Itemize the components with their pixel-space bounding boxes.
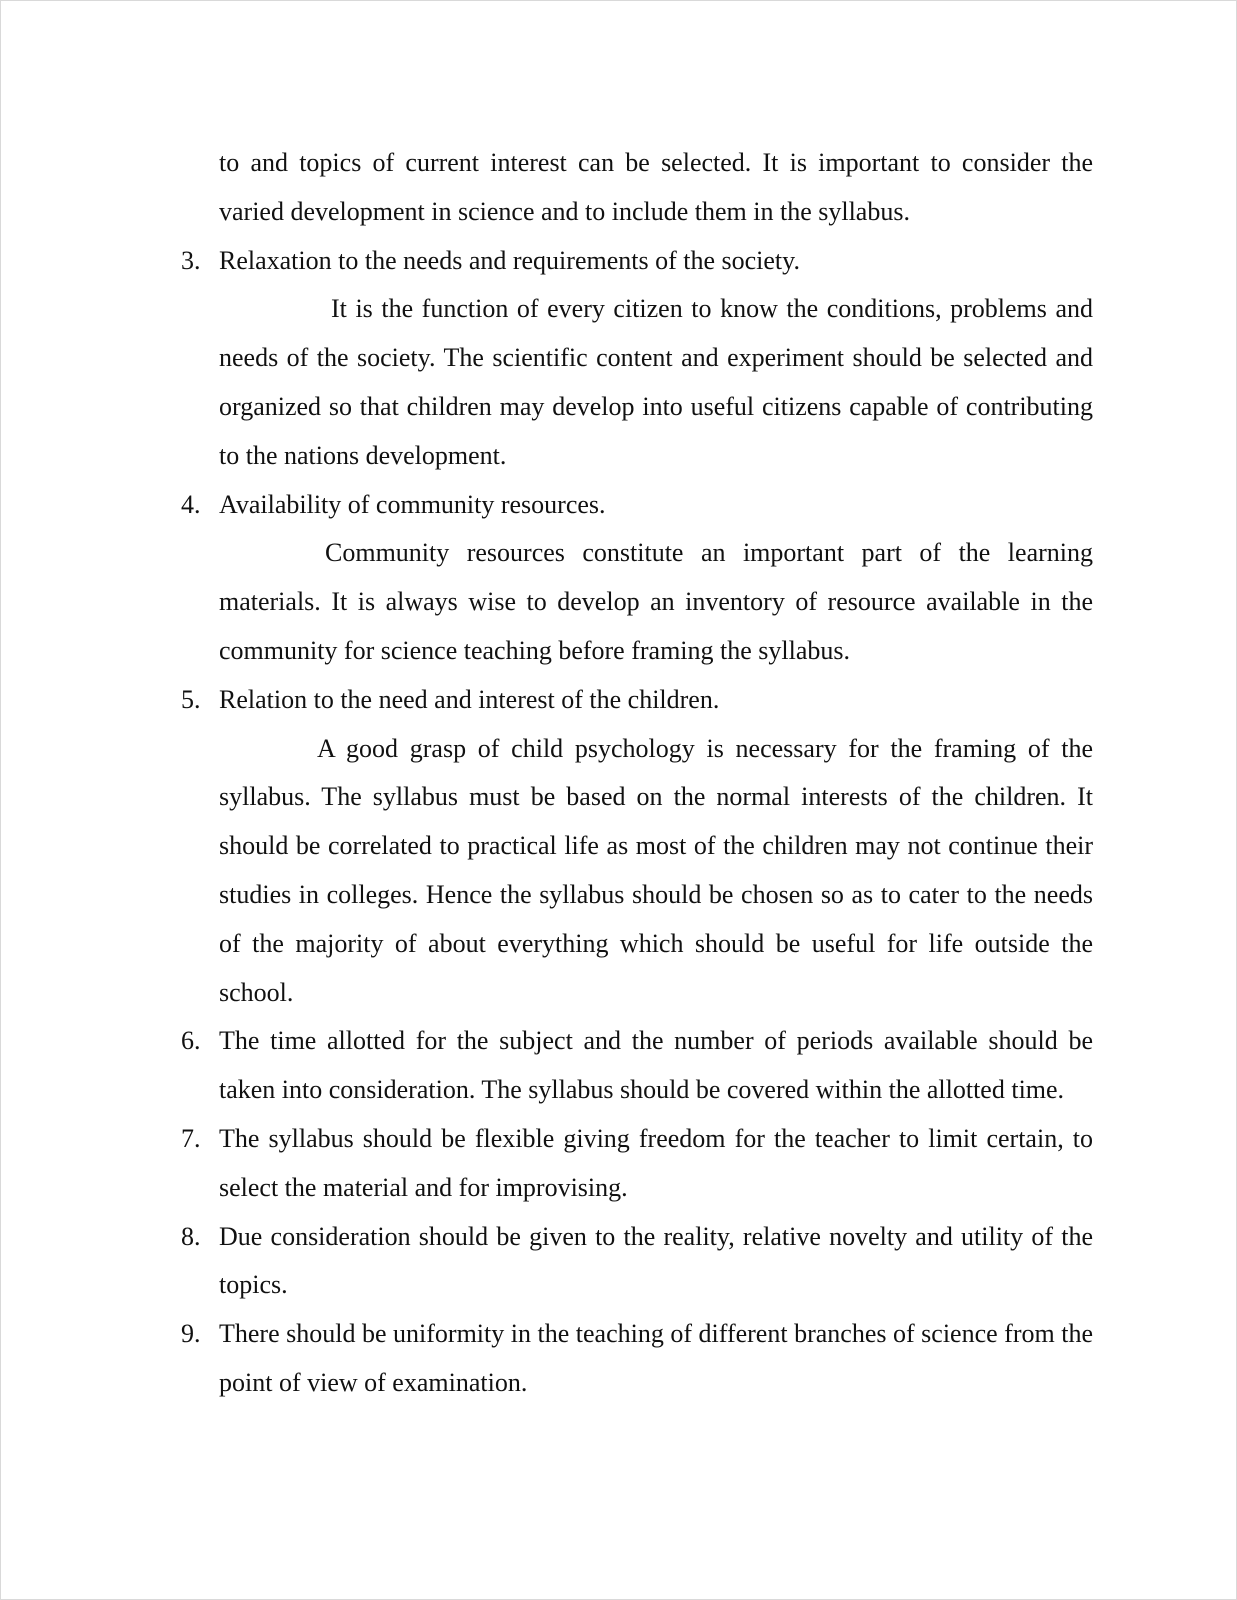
list-item-9 <box>181 1310 1093 1408</box>
list-number: 3. <box>181 245 201 275</box>
list-item-7 <box>181 1115 1093 1213</box>
continuation-paragraph: to and topics of current interest can be selected. It is important to consider the varied development in science and to include them in the syllabus. <box>219 148 1093 226</box>
list-item-6 <box>181 1017 1093 1115</box>
page-content <box>181 139 1093 1408</box>
item-text: Due consideration should be given to the reality, relative novelty and utility of the topics. <box>219 1221 1093 1300</box>
list-number: 9. <box>181 1319 201 1349</box>
item-text: There should be uniformity in the teaching of different branches of science from the point of view of examination. <box>219 1319 1093 1397</box>
item-heading: Relation to the need and interest of the children. <box>219 684 720 714</box>
list-number: 8. <box>181 1221 201 1251</box>
list-item-8 <box>181 1213 1093 1311</box>
item-body-paragraph: A good grasp of child psychology is necessary for the framing of the syllabus. The syllabus must be based on the normal interests of the children. It should be correlated to practical life as most of the children may not continue their studies in colleges. Hence the syllabus should be chosen so as to cater to the needs of the majority of about everything which should be useful for life outside the school. <box>219 733 1093 1007</box>
list-item-3 <box>181 237 1093 286</box>
item-body-paragraph: It is the function of every citizen to know the conditions, problems and needs of the society. The scientific content and experiment should be selected and organized so that children may develop into useful citizens capable of contributing to the nations development. <box>219 294 1093 470</box>
item-text: The time allotted for the subject and the number of periods available should be taken into consideration. The syllabus should be covered within the allotted time. <box>219 1026 1093 1105</box>
list-item-5 <box>181 676 1093 725</box>
list-number: 5. <box>181 684 201 714</box>
list-item-4 <box>181 481 1093 530</box>
item-body-paragraph: Community resources constitute an important part of the learning materials. It is always wise to develop an inventory of resource available in the community for science teaching before framing the syllabus. <box>219 538 1093 665</box>
list-number: 7. <box>181 1123 201 1153</box>
list-number: 4. <box>181 489 201 519</box>
item-heading: Availability of community resources. <box>219 489 606 519</box>
item-text: The syllabus should be flexible giving freedom for the teacher to limit certain, to select the material and for improvising. <box>219 1123 1093 1202</box>
item-heading: Relaxation to the needs and requirements of the society. <box>219 245 800 275</box>
list-number: 6. <box>181 1026 201 1056</box>
